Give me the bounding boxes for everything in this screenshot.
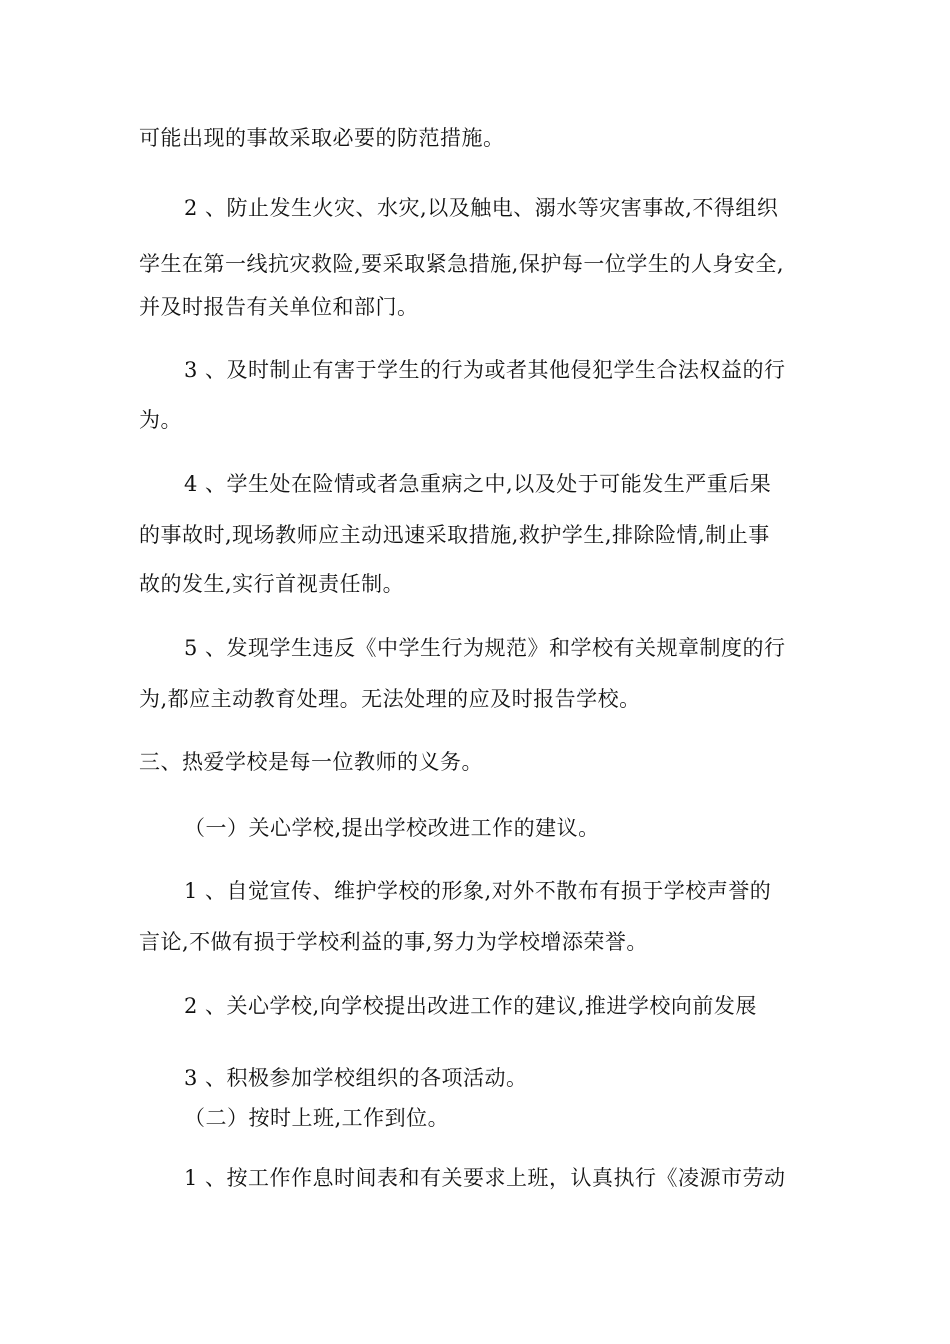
text-line: 3 、积极参加学校组织的各项活动。 bbox=[184, 1066, 528, 1090]
text-line: 1 、自觉宣传、维护学校的形象,对外不散布有损于学校声誉的 bbox=[184, 879, 772, 903]
text-line: 5 、发现学生违反《中学生行为规范》和学校有关规章制度的行 bbox=[184, 636, 786, 660]
text-line: 言论,不做有损于学校利益的事,努力为学校增添荣誉。 bbox=[139, 930, 648, 954]
text-line: 3 、及时制止有害于学生的行为或者其他侵犯学生合法权益的行 bbox=[184, 358, 786, 382]
text-line: 1 、按工作作息时间表和有关要求上班，认真执行《凌源市劳动 bbox=[184, 1166, 786, 1190]
subsection-heading: （二）按时上班,工作到位。 bbox=[184, 1106, 450, 1130]
text-line: 可能出现的事故采取必要的防范措施。 bbox=[139, 126, 505, 150]
text-line: 为。 bbox=[139, 408, 182, 432]
text-line: 2 、关心学校,向学校提出改进工作的建议,推进学校向前发展 bbox=[184, 994, 757, 1018]
text-line: 4 、学生处在险情或者急重病之中,以及处于可能发生严重后果 bbox=[184, 472, 772, 496]
section-heading: 三、热爱学校是每一位教师的义务。 bbox=[139, 750, 483, 774]
subsection-heading: （一）关心学校,提出学校改进工作的建议。 bbox=[184, 816, 600, 840]
text-line: 并及时报告有关单位和部门。 bbox=[139, 295, 419, 319]
text-line: 2 、防止发生火灾、水灾,以及触电、溺水等灾害事故,不得组织 bbox=[184, 196, 779, 220]
text-line: 的事故时,现场教师应主动迅速采取措施,救护学生,排除险情,制止事 bbox=[139, 523, 770, 547]
text-line: 为,都应主动教育处理。无法处理的应及时报告学校。 bbox=[139, 687, 641, 711]
text-line: 故的发生,实行首视责任制。 bbox=[139, 572, 405, 596]
text-line: 学生在第一线抗灾救险,要采取紧急措施,保护每一位学生的人身安全, bbox=[139, 252, 785, 276]
